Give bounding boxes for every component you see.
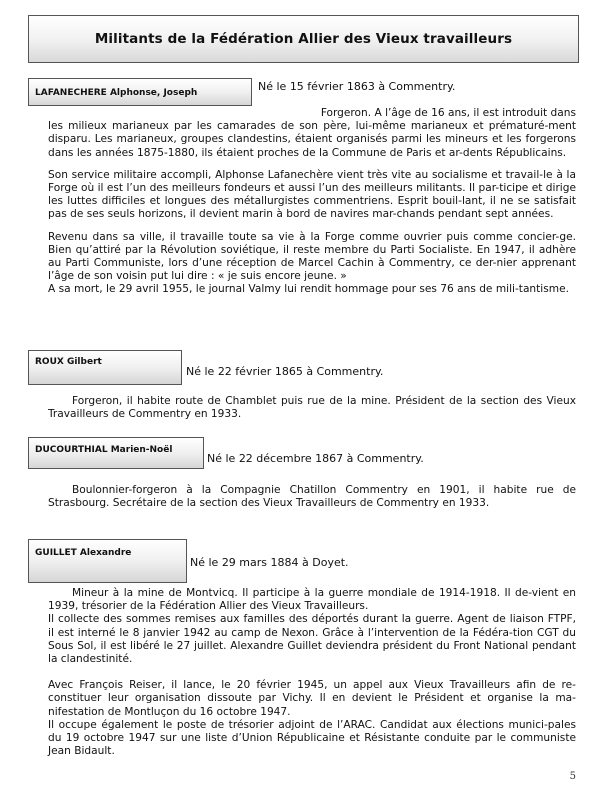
- birth-info: Né le 29 mars 1884 à Doyet.: [190, 556, 349, 569]
- name-box-roux: [28, 350, 182, 385]
- person-name: ROUX Gilbert: [35, 357, 102, 367]
- name-box-guillet: [28, 539, 187, 583]
- bio-paragraph: Boulonnier-forgeron à la Compagnie Chatillon Commentry en 1901, il habite rue de Strasbourg. Secrétaire de la section des Vieux Travailleurs de Commentry en 1933.: [48, 484, 576, 510]
- person-name: DUCOURTHIAL Marien-Noël: [35, 445, 173, 455]
- bio-paragraph: Forgeron. A l’âge de 16 ans, il est introduit dans: [320, 107, 576, 119]
- bio-paragraph: A sa mort, le 29 avril 1955, le journal Valmy lui rendit hommage pour ses 76 ans de mili-tantisme.: [48, 283, 569, 296]
- person-name: GUILLET Alexandre: [35, 548, 132, 558]
- biography-guillet: [48, 587, 576, 758]
- bio-paragraph: Il collecte des sommes remises aux familles des déportés durant la guerre. Agent de liaison FTPF, il est interné le 8 janvier 1942 au camp de Nexon. Grâce à l’intervention de la Fédéra-tion CGT du Sous Sol, il est libéré le 27 juillet. Alexandre Guillet deviendra président du Front National pendant la clandestinité.: [48, 613, 576, 666]
- bio-paragraph: Avec François Reiser, il lance, le 20 février 1945, un appel aux Vieux Travailleurs afin de re-constituer leur organisation dissoute par Vichy. Il en devient le Président et organise la ma-nifestation de Montluçon du 16 octobre 1947.: [48, 679, 576, 718]
- page-title-box: [28, 15, 579, 63]
- birth-info: Né le 22 décembre 1867 à Commentry.: [207, 452, 424, 465]
- person-name: LAFANECHERE Alphonse, Joseph: [35, 88, 198, 98]
- name-box-ducourthial: [28, 437, 204, 469]
- bio-paragraph: Forgeron, il habite route de Chamblet puis rue de la mine. Président de la section des Vieux Travailleurs de Commentry en 1933.: [48, 395, 576, 421]
- name-box-lafanechere: [28, 78, 252, 106]
- biography-ducourthial: [48, 484, 576, 510]
- birth-info: Né le 22 février 1865 à Commentry.: [186, 365, 384, 378]
- birth-info: Né le 15 février 1863 à Commentry.: [258, 80, 456, 93]
- page-title: Militants de la Fédération Allier des Vieux travailleurs: [94, 31, 513, 47]
- bio-paragraph: Revenu dans sa ville, il travaille toute sa vie à la Forge comme ouvrier puis comme concier-ge. Bien qu’attiré par la Révolution soviétique, il reste membre du Parti Socialiste. En 1947, il adhère au Parti Communiste, lors d’une réception de Marcel Cachin à Commentry, ce der-nier apprenant l’âge de son voisin put lui dire : « je suis encore jeune. »: [48, 230, 576, 283]
- bio-paragraph: Mineur à la mine de Montvicq. Il participe à la guerre mondiale de 1914-1918. Il de-vient en 1939, trésorier de la Fédération Allier des Vieux Travailleurs.: [48, 587, 576, 613]
- bio-paragraph: Il occupe également le poste de trésorier adjoint de l’ARAC. Candidat aux élections munici-pales du 19 octobre 1947 sur une liste d’Union Républicaine et Résistante conduite par le communiste Jean Bidault.: [48, 718, 576, 758]
- bio-paragraph: Son service militaire accompli, Alphonse Lafanechère vient très vite au socialisme et travail-le à la Forge où il est l’un des meilleurs fondeurs et aussi l’un des meilleurs militants. Il par-ticipe et dirige les luttes difficiles et longues des métallurgistes commentriens. Esprit bouil-lant, il ne se satisfait pas de ses seuls horizons, il devient marin à bord de navires mar-chands pendant sept années.: [48, 168, 576, 221]
- bio-paragraph: les milieux marianeux par les camarades de son père, lui-même marianeux et prématuré-ment disparu. Les marianeux, groupes clandestins, étaient organisés parmi les mineurs et les forgerons dans les années 1875-1880, ils étaient proches de la Commune de Paris et ar-dents Républicains.: [48, 120, 576, 159]
- biography-roux: [48, 395, 576, 421]
- page-number: 5: [569, 771, 576, 782]
- biography-lafanechere: [48, 107, 576, 297]
